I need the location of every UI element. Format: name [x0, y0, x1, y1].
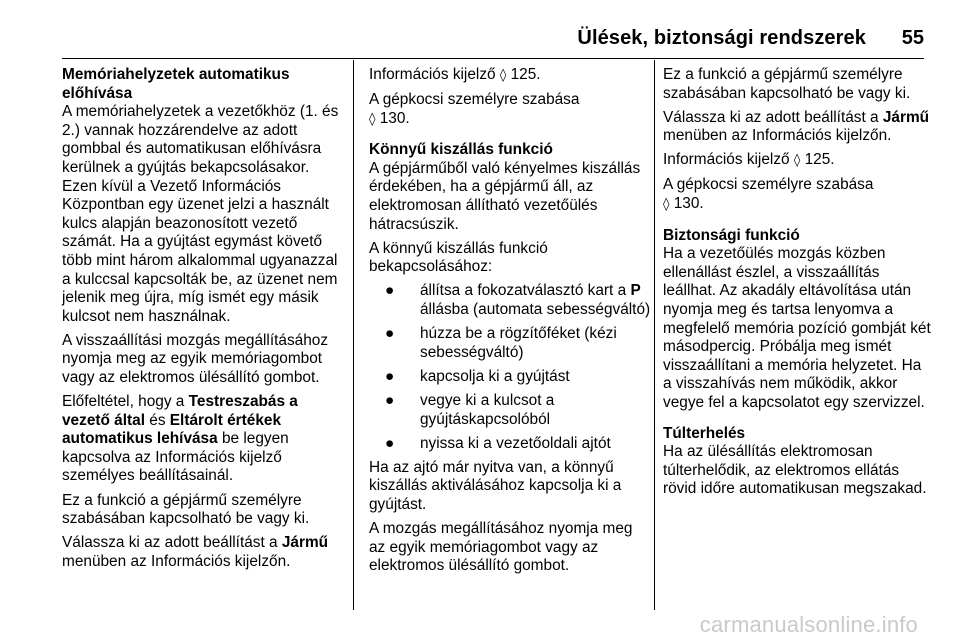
- bullet-icon: ●: [385, 282, 395, 300]
- page-ref: 130.: [375, 109, 410, 127]
- cross-reference: [369, 91, 651, 129]
- text-run: kapcsolja ki a gyújtást: [420, 367, 570, 385]
- bullet-icon: ●: [385, 434, 395, 452]
- paragraph: [663, 109, 933, 146]
- list-item: [369, 325, 651, 362]
- section-heading-overload: Túlterhelés: [663, 424, 746, 442]
- text-run: nyissa ki a vezetőoldali ajtót: [420, 434, 611, 452]
- section-heading-easy-exit: Könnyű kiszállás funkció: [369, 141, 553, 159]
- page-header: [62, 24, 924, 59]
- bullet-icon: ●: [385, 367, 395, 385]
- text-run: menüben az Információs kijelzőn.: [62, 552, 291, 570]
- text-run: Válassza ki az adott beállítást a: [62, 534, 282, 552]
- column-3: [663, 66, 933, 504]
- page-title: Ülések, biztonsági rendszerek: [577, 27, 866, 49]
- text-run: Információs kijelző: [663, 151, 790, 169]
- paragraph: A visszaállítási mozgás megállításához nyomja meg az egyik memóriagombot vagy az elektromos ülésállító gombot.: [62, 331, 329, 386]
- text-run: és: [144, 411, 170, 429]
- page-ref: 125.: [800, 151, 835, 169]
- page-ref: 130.: [669, 195, 704, 213]
- page-number: 55: [901, 27, 924, 49]
- text-run: A gépkocsi személyre szabása: [369, 91, 580, 109]
- bold-term: Jármű: [281, 534, 329, 552]
- paragraph: A mozgás megállításához nyomja meg az egyik memóriagombot vagy az elektromos ülésállító gombot.: [369, 519, 633, 575]
- list-item: [369, 435, 651, 454]
- bold-term: P: [630, 282, 641, 300]
- page-ref-icon: ◊: [499, 68, 507, 83]
- paragraph: Ha az ülésállítás elektromosan túlterhelődik, az elektromos ellátás rövid időre automatikusan megszakad.: [663, 443, 927, 498]
- list-item: [369, 368, 651, 387]
- page-ref: 125.: [506, 66, 541, 83]
- page-ref-icon: ◊: [369, 111, 376, 127]
- paragraph: Ez a funkció a gépjármű személyre szabásában kapcsolható be vagy ki.: [62, 491, 310, 528]
- column-divider-1: [353, 60, 354, 610]
- text-run: állítsa a fokozatválasztó kart a: [420, 282, 631, 300]
- paragraph: Ez a funkció a gépjármű személyre szabásában kapcsolható be vagy ki.: [663, 66, 911, 102]
- paragraph: [62, 393, 342, 486]
- cross-reference: [369, 66, 651, 86]
- paragraph: A gépjárműből való kényelmes kiszállás érdekében, ha a gépjármű áll, az elektromosan állítható vezetőülés hátracsúszik.: [369, 159, 641, 233]
- bold-term: Eltárolt értékek automatikus lehívása: [62, 411, 282, 448]
- text-run: A gépkocsi személyre szabása: [663, 176, 874, 194]
- paragraph: A könnyű kiszállás funkció bekapcsolásához:: [369, 239, 548, 276]
- section-heading-safety-function: Biztonsági funkció: [663, 226, 800, 244]
- text-run: vegye ki a kulcsot a gyújtáskapcsolóból: [420, 391, 555, 428]
- list-item: [369, 392, 651, 429]
- paragraph: Ha az ajtó már nyitva van, a könnyű kiszállás aktiválásához kapcsolja ki a gyújtást.: [369, 458, 622, 513]
- column-1: [62, 66, 342, 577]
- bold-term: Jármű: [882, 108, 930, 126]
- cross-reference: [663, 151, 933, 171]
- page-ref-icon: ◊: [793, 153, 801, 169]
- bullet-icon: ●: [385, 391, 395, 409]
- text-run: állásba (automata sebességváltó): [420, 301, 651, 319]
- paragraph: [62, 534, 342, 571]
- column-2: [369, 66, 651, 581]
- bullet-list: [369, 282, 651, 453]
- bullet-icon: ●: [385, 325, 395, 343]
- paragraph: Ha a vezetőülés mozgás közben ellenállást észlel, a visszaállítás leállhat. Az akadály eltávolítása után nyomja meg és tartsa lenyomva a megfelelő memória pozíció gombját két másodpercig. Próbálja meg ismét visszaállítani a memória helyzetet. Ha a visszahívás nem működik, akkor vegye fel a kapcsolatot egy szervizzel.: [663, 245, 931, 411]
- section-heading-memory-recall: Memóriahelyzetek automatikus előhívása: [62, 66, 290, 102]
- text-run: menüben az Információs kijelzőn.: [663, 127, 892, 145]
- bold-term: Testreszabás a vezető által: [62, 393, 298, 429]
- page-ref-icon: ◊: [663, 197, 670, 213]
- text-run: Információs kijelző: [369, 66, 496, 83]
- cross-reference: [663, 176, 933, 214]
- watermark: carmanualsonline.info: [699, 612, 918, 637]
- text-run: Előfeltétel, hogy a: [62, 393, 189, 411]
- paragraph: A memóriahelyzetek a vezetőkhöz (1. és 2.) vannak hozzárendelve az adott gombbal és automatikusan előhívásra kerülnek a gyújtás bekapcsolásakor. Ezen kívül a Vezető Információs Központban egy üzenet jelzi a használt kulcs alapján beazonosított vezető számát. Ha a gyújtást egymást követő több mint három alkalommal ugyanazzal a kulccsal kapcsolták be, az üzenet nem jelenik meg újra, míg ismét egy másik kulcsot nem használnak.: [62, 103, 339, 325]
- text-run: Válassza ki az adott beállítást a: [663, 108, 883, 126]
- list-item: [369, 282, 651, 319]
- column-divider-2: [654, 60, 655, 610]
- text-run: húzza be a rögzítőféket (kézi sebességváltó): [420, 325, 617, 361]
- text-run: be legyen kapcsolva az Információs kijelző személyes beállításainál.: [62, 430, 289, 485]
